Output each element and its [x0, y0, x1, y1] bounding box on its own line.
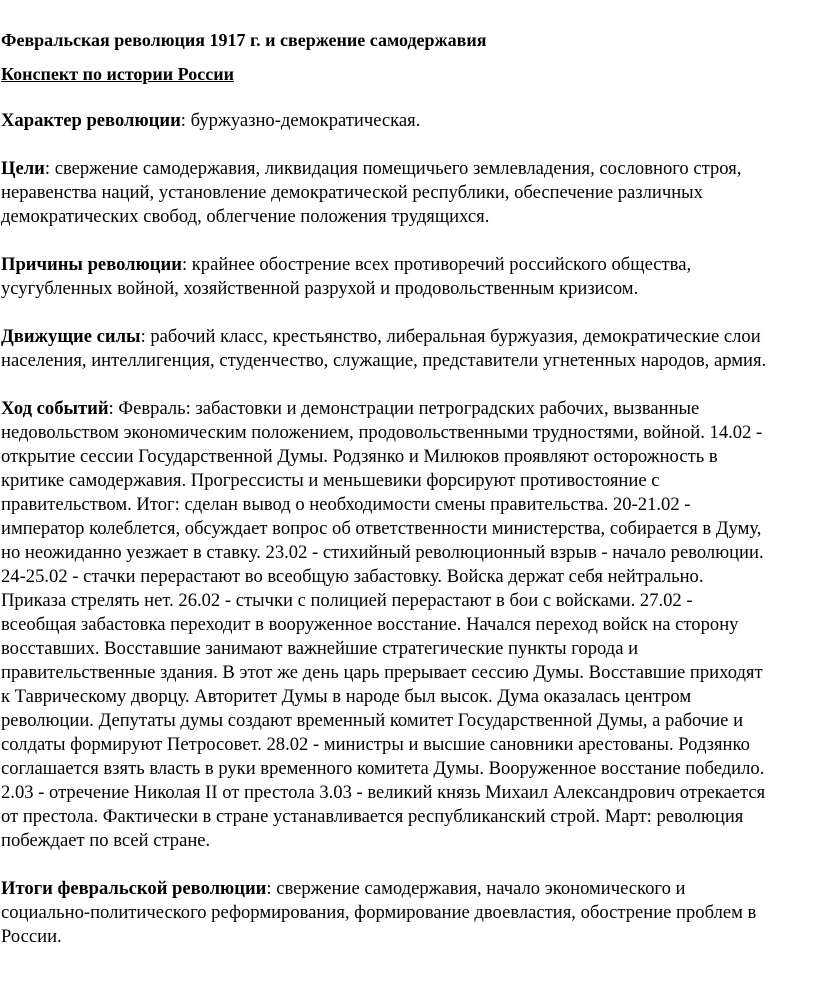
section-label: Цели	[1, 158, 45, 179]
section-text: 2.03 - отречение Николая II от престола 3.03 - великий князь Михаил Александрович отрекается	[1, 782, 766, 803]
section-label: Итоги февральской революции	[1, 878, 267, 899]
section-line	[1, 349, 816, 373]
section-line	[1, 421, 816, 445]
section-line	[1, 757, 816, 781]
section-text: 24-25.02 - стачки перерастают во всеобщую забастовку. Войска держат себя нейтрально.	[1, 566, 704, 587]
section-line	[1, 445, 816, 469]
section-events	[1, 397, 816, 853]
section-line	[1, 733, 816, 757]
section-text: социально-политического реформирования, формирование двоевластия, обострение проблем в	[1, 902, 757, 923]
section-line	[1, 325, 816, 349]
section-text: России.	[1, 926, 62, 947]
section-line	[1, 565, 816, 589]
section-text: : свержение самодержавия, ликвидация помещичьего землевладения, сословного строя,	[44, 158, 742, 179]
section-text: : Февраль: забастовки и демонстрации петроградских рабочих, вызванные	[108, 398, 700, 419]
section-text: населения, интеллигенция, студенчество, служащие, представители угнетенных народов, армия.	[1, 350, 767, 371]
section-line	[1, 877, 816, 901]
section-text: недовольством экономическим положением, продовольственными трудностями, войной. 14.02 -	[1, 422, 763, 443]
section-line	[1, 805, 816, 829]
section-text: : рабочий класс, крестьянство, либеральная буржуазия, демократические слои	[140, 326, 761, 347]
section-text: : свержение самодержавия, начало экономического и	[266, 878, 686, 899]
section-results	[1, 877, 816, 949]
section-line	[1, 397, 816, 421]
section-text: к Таврическому дворцу. Авторитет Думы в народе был высок. Дума оказалась центром	[1, 686, 692, 707]
section-text: : буржуазно-демократическая.	[180, 110, 421, 131]
section-line	[1, 469, 816, 493]
section-label: Ход событий	[1, 398, 109, 419]
section-text: но неожиданно уезжает в ставку. 23.02 - стихийный революционный взрыв - начало революции.	[1, 542, 764, 563]
section-text: от престола. Фактически в стране устанавливается республиканский строй. Март: революция	[1, 806, 744, 827]
section-text: солдаты формируют Петросовет. 28.02 - министры и высшие сановники арестованы. Родзянко	[1, 734, 750, 755]
section-text: революции. Депутаты думы создают временный комитет Государственной Думы, а рабочие и	[1, 710, 744, 731]
section-label: Движущие силы	[1, 326, 141, 347]
section-text: открытие сессии Государственной Думы. Родзянко и Милюков проявляют осторожность в	[1, 446, 718, 467]
section-line	[1, 181, 816, 205]
section-line	[1, 781, 816, 805]
section-text: всеобщая забастовка переходит в вооруженное восстание. Начался переход войск на сторону	[1, 614, 739, 635]
section-line	[1, 613, 816, 637]
document-title: Февральская революция 1917 г. и свержение самодержавия	[1, 30, 487, 50]
section-line	[1, 205, 816, 229]
document-page	[0, 28, 816, 949]
section-character	[1, 109, 816, 133]
document-subtitle: Конспект по истории России	[1, 64, 234, 84]
section-line	[1, 541, 816, 565]
section-line	[1, 925, 816, 949]
section-goals	[1, 157, 816, 229]
section-label: Причины революции	[1, 254, 182, 275]
section-text: критике самодержавия. Прогрессисты и меньшевики форсируют противостояние с	[1, 470, 660, 491]
section-text: правительственные здания. В этот же день царь прерывает сессию Думы. Восставшие приходят	[1, 662, 763, 683]
section-line	[1, 589, 816, 613]
section-line	[1, 661, 816, 685]
section-text: усугубленных войной, хозяйственной разрухой и продовольственным кризисом.	[1, 278, 639, 299]
section-line	[1, 253, 816, 277]
section-line	[1, 637, 816, 661]
section-text: демократических свобод, облегчение положения трудящихся.	[1, 206, 490, 227]
section-text: восставших. Восставшие занимают важнейшие стратегические пункты города и	[1, 638, 639, 659]
section-text: : крайнее обострение всех противоречий российского общества,	[181, 254, 692, 275]
section-label: Характер революции	[1, 110, 181, 131]
section-line	[1, 709, 816, 733]
section-line	[1, 109, 816, 133]
section-line	[1, 157, 816, 181]
section-text: император колеблется, обсуждает вопрос об ответственности министерства, собирается в Думу,	[1, 518, 762, 539]
section-line	[1, 493, 816, 517]
section-line	[1, 517, 816, 541]
section-text: побеждает по всей стране.	[1, 830, 211, 851]
section-forces	[1, 325, 816, 373]
section-line	[1, 685, 816, 709]
section-text: Приказа стрелять нет. 26.02 - стычки с полицией перерастают в бои с войсками. 27.02 -	[1, 590, 693, 611]
section-line	[1, 829, 816, 853]
section-text: соглашается взять власть в руки временного комитета Думы. Вооруженное восстание победило.	[1, 758, 765, 779]
section-text: правительством. Итог: сделан вывод о необходимости смены правительства. 20-21.02 -	[1, 494, 691, 515]
section-line	[1, 277, 816, 301]
section-line	[1, 901, 816, 925]
section-causes	[1, 253, 816, 301]
section-text: неравенства наций, установление демократической республики, обеспечение различных	[1, 182, 703, 203]
